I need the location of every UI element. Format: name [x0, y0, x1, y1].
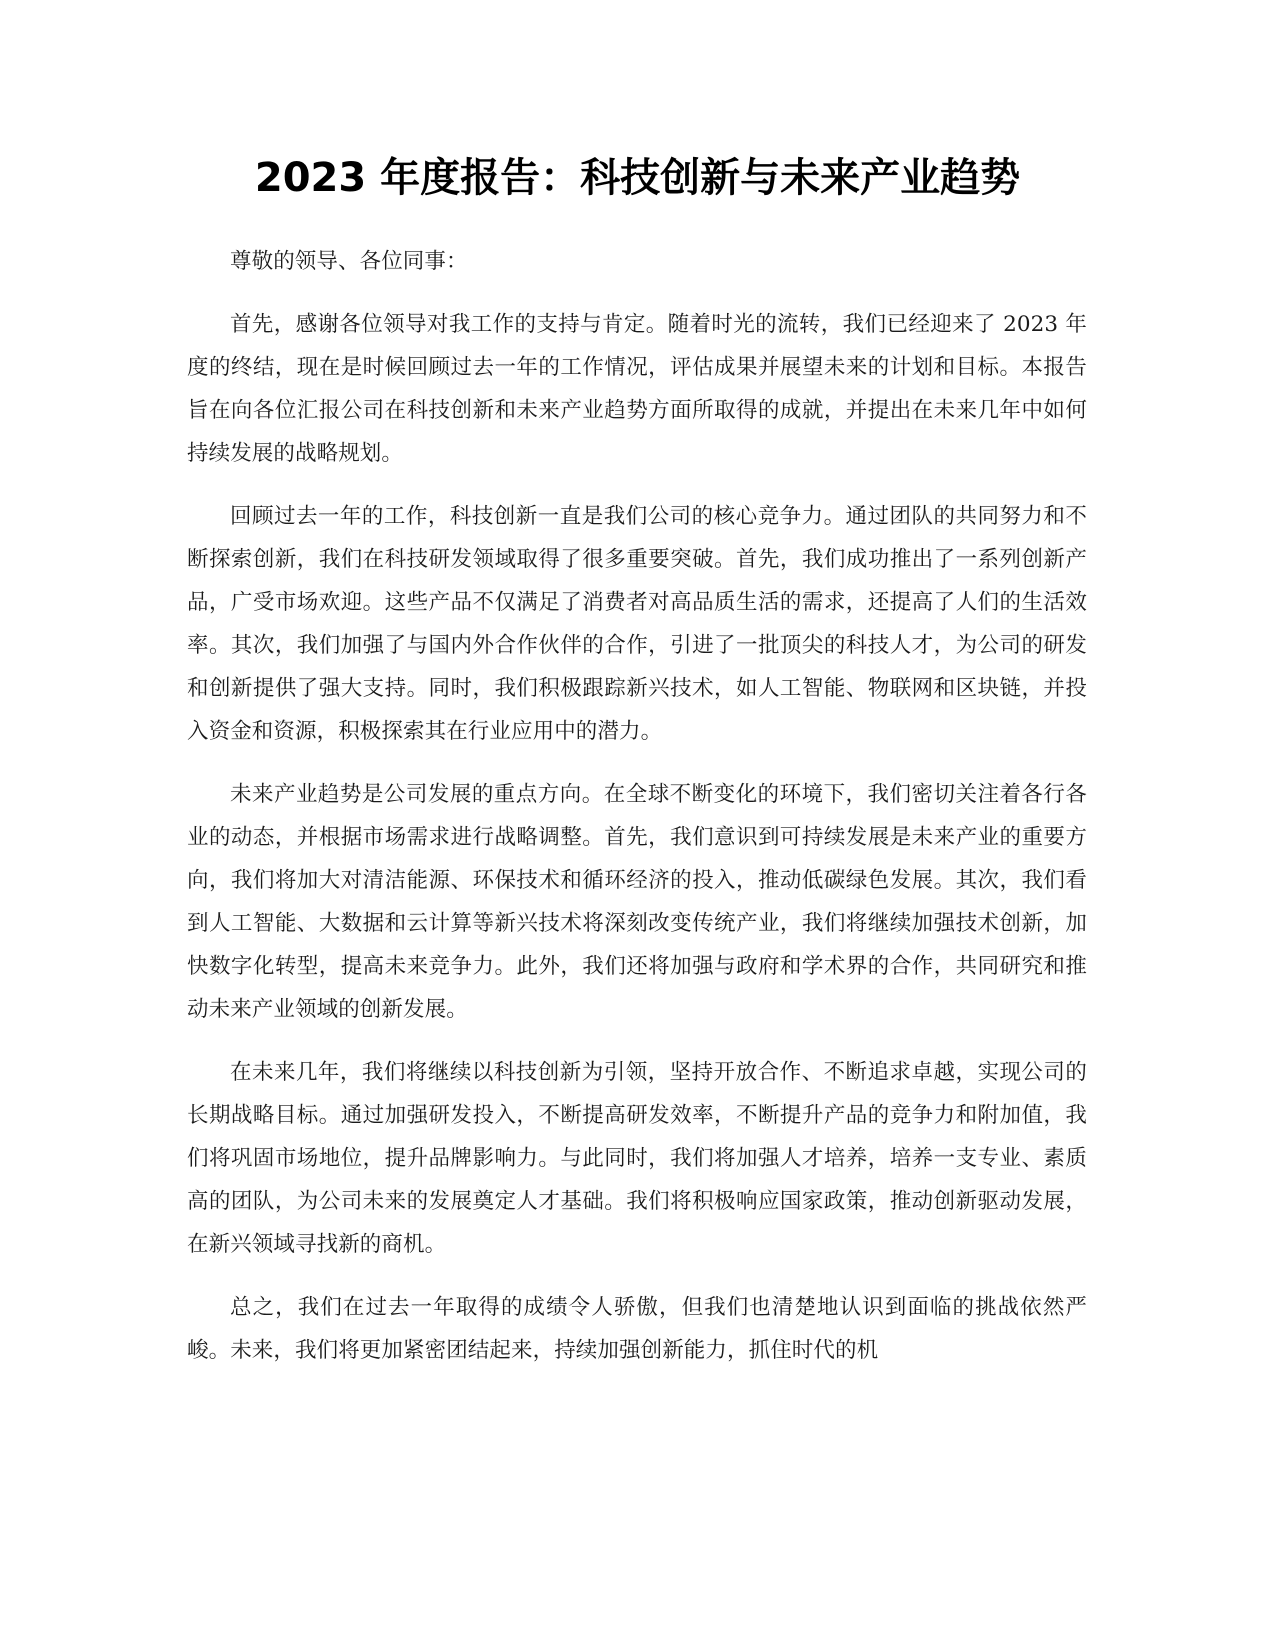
- paragraph-future-trends: 未来产业趋势是公司发展的重点方向。在全球不断变化的环境下，我们密切关注着各行各业的动态，并根据市场需求进行战略调整。首先，我们意识到可持续发展是未来产业的重要方向，我们将加大对清洁能源、环保技术和循环经济的投入，推动低碳绿色发展。其次，我们看到人工智能、大数据和云计算等新兴技术将深刻改变传统产业，我们将继续加强技术创新，加快数字化转型，提高未来竞争力。此外，我们还将加强与政府和学术界的合作，共同研究和推动未来产业领域的创新发展。: [187, 782, 1087, 1022]
- document-title: 2023 年度报告：科技创新与未来产业趋势: [254, 155, 1021, 201]
- paragraph-review: 回顾过去一年的工作，科技创新一直是我们公司的核心竞争力。通过团队的共同努力和不断探索创新，我们在科技研发领域取得了很多重要突破。首先，我们成功推出了一系列创新产品，广受市场欢迎。这些产品不仅满足了消费者对高品质生活的需求，还提高了人们的生活效率。其次，我们加强了与国内外合作伙伴的合作，引进了一批顶尖的科技人才，为公司的研发和创新提供了强大支持。同时，我们积极跟踪新兴技术，如人工智能、物联网和区块链，并投入资金和资源，积极探索其在行业应用中的潜力。: [187, 504, 1087, 744]
- paragraph-strategy: 在未来几年，我们将继续以科技创新为引领，坚持开放合作、不断追求卓越，实现公司的长期战略目标。通过加强研发投入，不断提高研发效率，不断提升产品的竞争力和附加值，我们将巩固市场地位，提升品牌影响力。与此同时，我们将加强人才培养，培养一支专业、素质高的团队，为公司未来的发展奠定人才基础。我们将积极响应国家政策，推动创新驱动发展，在新兴领域寻找新的商机。: [187, 1060, 1087, 1257]
- paragraph-introduction: 首先，感谢各位领导对我工作的支持与肯定。随着时光的流转，我们已经迎来了 2023 年度的终结，现在是时候回顾过去一年的工作情况，评估成果并展望未来的计划和目标。本报告旨在向各位汇报公司在科技创新和未来产业趋势方面所取得的成就，并提出在未来几年中如何持续发展的战略规划。: [187, 312, 1087, 466]
- greeting-line: 尊敬的领导、各位同事：: [230, 249, 468, 274]
- document-body: [187, 240, 1087, 1392]
- paragraph-conclusion: 总之，我们在过去一年取得的成绩令人骄傲，但我们也清楚地认识到面临的挑战依然严峻。未来，我们将更加紧密团结起来，持续加强创新能力，抓住时代的机: [187, 1295, 1087, 1363]
